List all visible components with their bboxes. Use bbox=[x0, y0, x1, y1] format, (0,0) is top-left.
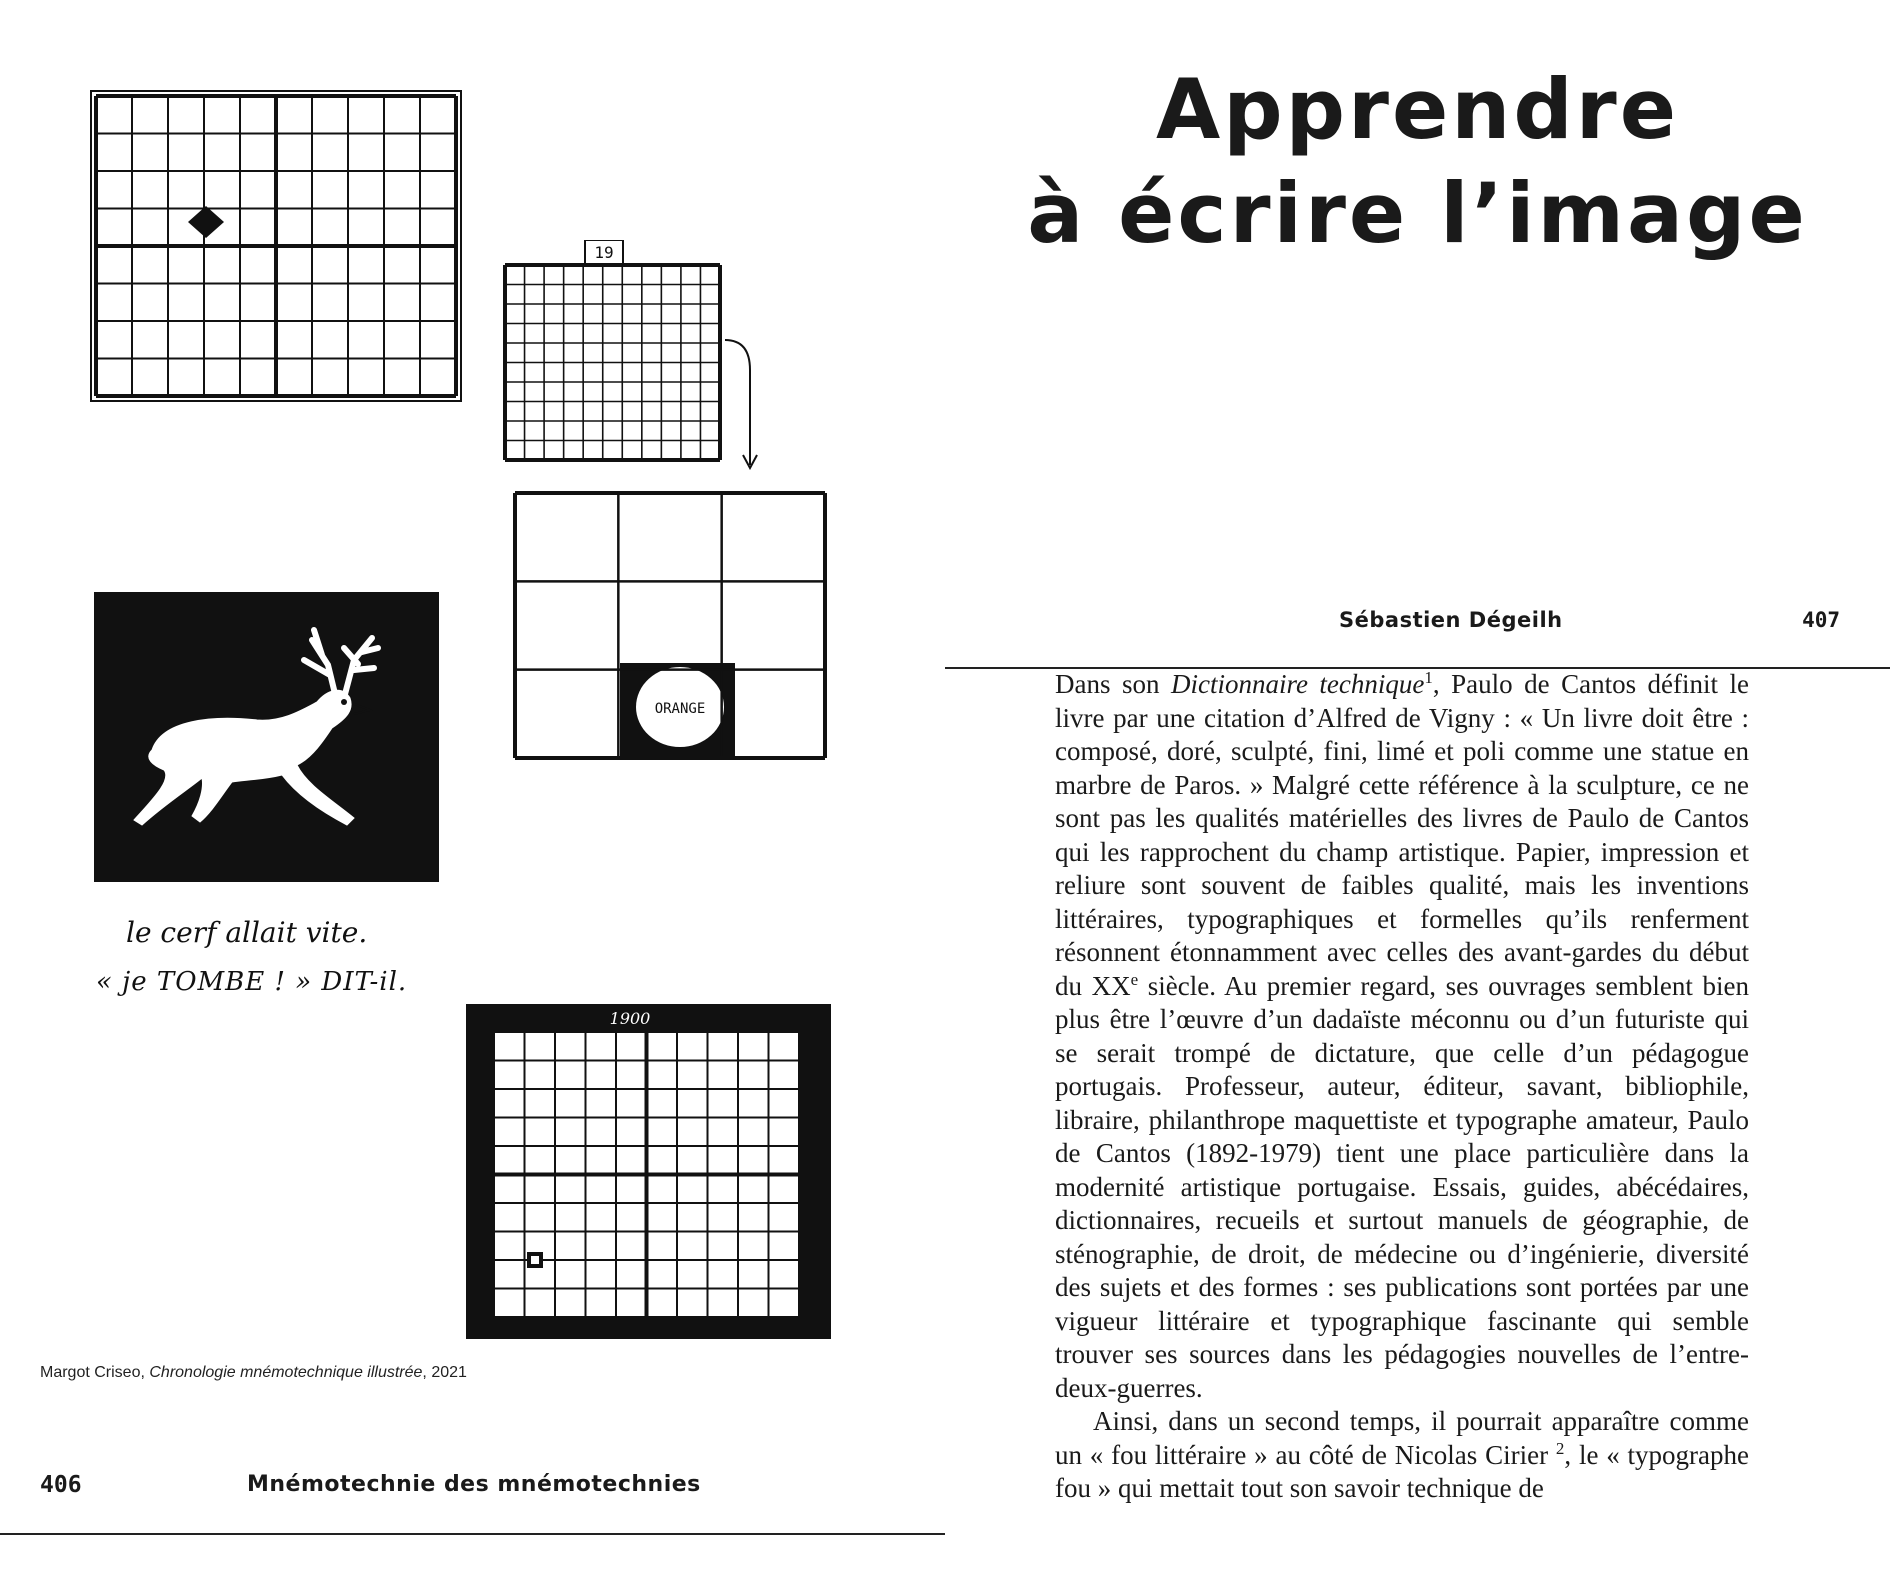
running-head-left: Mnémotechnie des mnémotechnies bbox=[247, 1472, 701, 1497]
chapter-title-line2: à écrire l’image bbox=[1027, 165, 1808, 262]
caption-title: Chronologie mnémotechnique illustrée bbox=[149, 1364, 423, 1381]
orange-label: ORANGE bbox=[654, 701, 706, 717]
deer-drawing bbox=[92, 590, 442, 885]
caption-year: , 2021 bbox=[422, 1364, 467, 1381]
grid-19-label: 19 bbox=[594, 243, 614, 262]
grid-drawing-orange bbox=[510, 488, 830, 763]
author-name: Sébastien Dégeilh bbox=[1339, 608, 1563, 632]
diamond-icon bbox=[188, 206, 224, 238]
figure-caption bbox=[40, 1364, 740, 1382]
grid-drawing-19 bbox=[500, 240, 770, 470]
page-number-right: 407 bbox=[1802, 608, 1840, 632]
footnote-ref-2: 2 bbox=[1555, 1438, 1565, 1458]
paragraph-2: Ainsi, dans un second temps, il pourrait apparaître comme un « fou littéraire » au côté de Nicolas Cirier $^2$, le « typographe fou » qui mettait tout son savoir technique de bbox=[1055, 1406, 1750, 1503]
footer-rule bbox=[0, 1533, 945, 1535]
caption-author: Margot Criseo, bbox=[40, 1364, 150, 1381]
chapter-title bbox=[945, 58, 1890, 266]
chapter-title-line1: Apprendre bbox=[1155, 61, 1679, 158]
body-text bbox=[1055, 668, 1749, 1506]
left-footer bbox=[40, 1472, 945, 1532]
grid-1900-label: 1900 bbox=[609, 1009, 651, 1028]
handwriting-line2: « je TOMBE ! » DIT-il. bbox=[96, 967, 408, 997]
grid-drawing-1900 bbox=[464, 1002, 834, 1342]
grid-drawing-large bbox=[86, 86, 466, 406]
paragraph-1: Dans son Dictionnaire technique$^1$, Paulo de Cantos définit le livre par une citation d’Alfred de Vigny : « Un livre doit être : composé, doré, sculpté, fini, limé et poli comme une statue en marbre de Paros. » Malgré cette référence à la sculpture, ce ne sont pas les qualités matérielles des livres de Paulo de Cantos qui les rapprochent du champ artistique. Papier, impression et reliure sont souvent de faibles qualité, mais les inventions littéraires, typographiques et formelles qu’ils renferment résonnent étonnamment avec celles des avant-gardes du début du XXe siècle. Au premier regard, ses ouvrages semblent bien plus être l’œuvre d’un dadaïste méconnu ou d’un futuriste qui se serait trompé de dictature, que celle d’un pédagogue portugais. Professeur, auteur, éditeur, savant, bibliophile, libraire, philanthrope maquettiste et typographe amateur, Paulo de Cantos (1892-1979) tient une place particulière dans la modernité artistique portugaise. Essais, guides, abécédaires, dictionnaires, recueils et surtout manuels de géographie, de sténographie, de droit, de médecine ou d’ingénierie, diversité des sujets et des formes : ses publications sont portées par une vigueur littéraire et typographique fascinante qui semble trouver ses sources dans les pédagogies nouvelles de l’entre-deux-guerres. bbox=[1055, 668, 1750, 1403]
handwriting-line1: le cerf allait vite. bbox=[126, 916, 368, 949]
footnote-ref-1: 1 bbox=[1424, 668, 1433, 687]
page-number-left: 406 bbox=[40, 1472, 82, 1498]
right-page bbox=[945, 0, 1890, 1575]
handwriting-drawing bbox=[90, 910, 450, 1010]
